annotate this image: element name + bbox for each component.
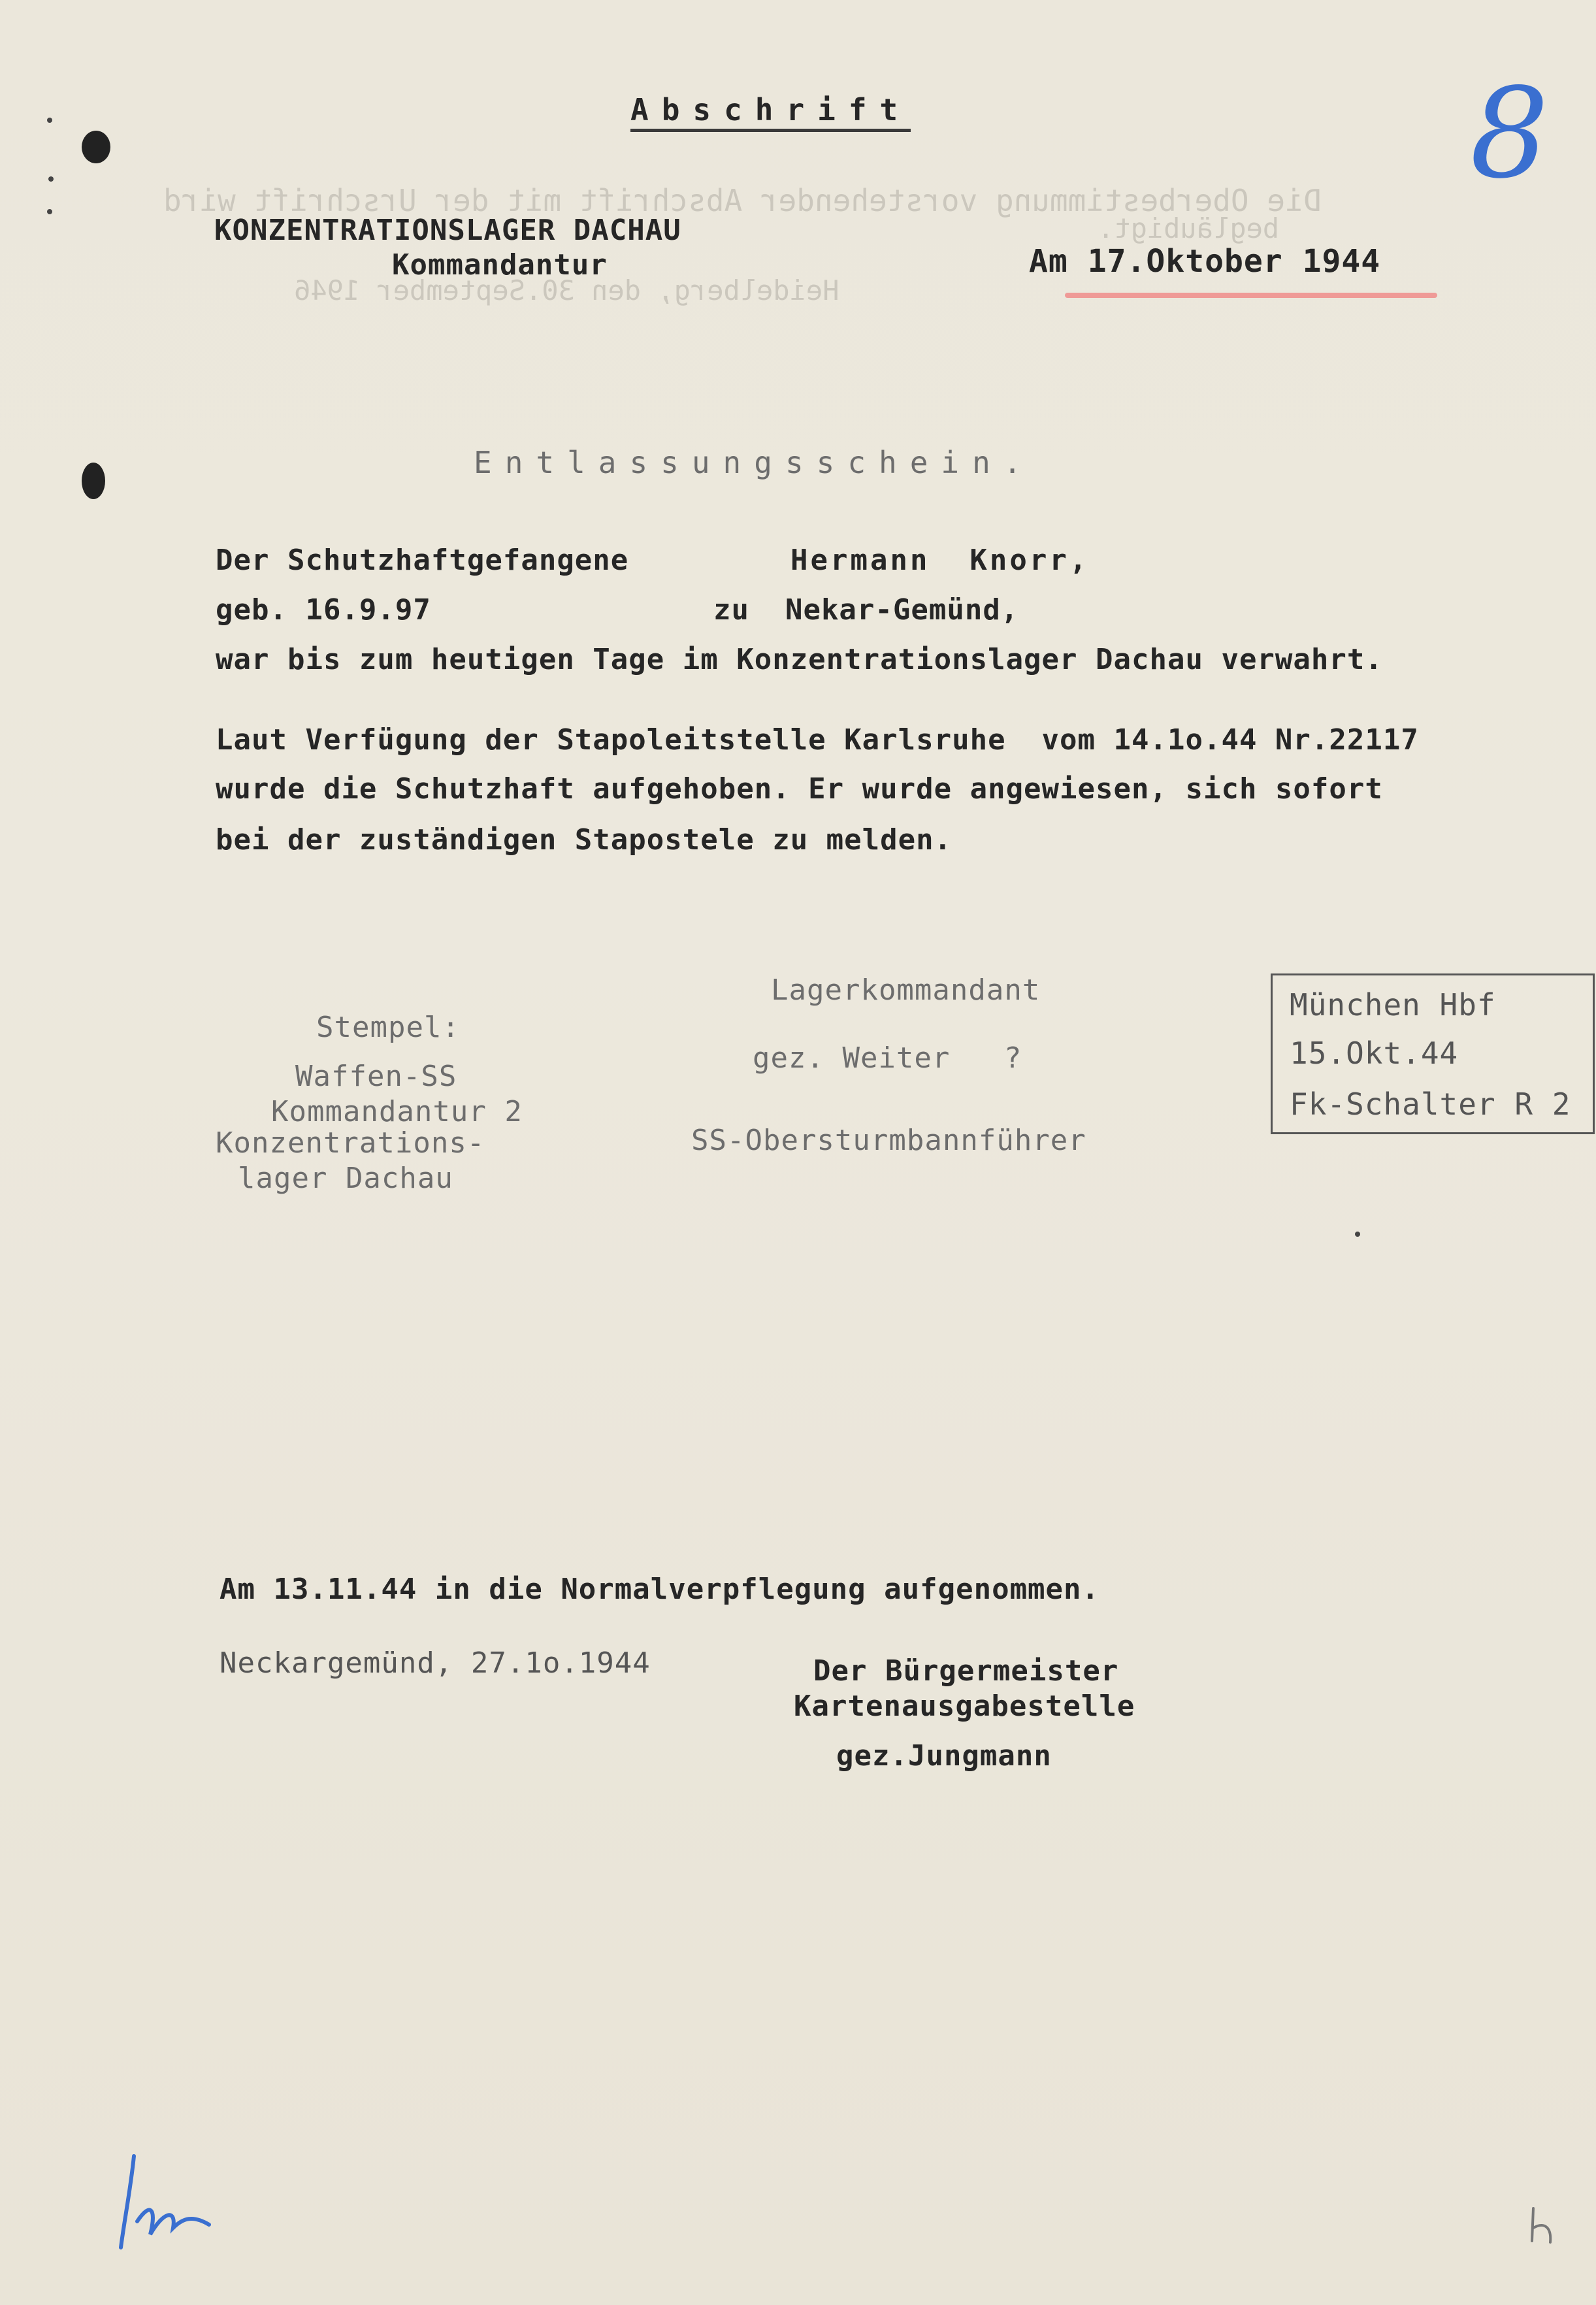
stamp-label: Stempel:: [316, 1011, 460, 1044]
railway-stamp-line: Fk-Schalter R 2: [1290, 1087, 1571, 1122]
stamp-text-line: Kommandantur 2: [271, 1095, 523, 1128]
document-date: Am 17.Oktober 1944: [1029, 243, 1381, 280]
footer-signature-office: Kartenausgabestelle: [794, 1690, 1135, 1723]
signature-rank: SS-Obersturmbannführer: [691, 1124, 1086, 1157]
stamp-text-line: lager Dachau: [238, 1162, 453, 1195]
railway-stamp-line: 15.Okt.44: [1290, 1036, 1459, 1071]
body-line: wurde die Schutzhaft aufgehoben. Er wurde angewiesen, sich sofort: [216, 772, 1383, 806]
footer-signature-title: Der Bürgermeister: [813, 1654, 1119, 1688]
stamp-text-line: Konzentrations-: [216, 1126, 485, 1160]
handwritten-initials-mark: [111, 2150, 222, 2261]
pencil-mark: [1525, 2202, 1565, 2254]
body-line: Laut Verfügung der Stapoleitstelle Karlsruhe vom 14.1o.44 Nr.22117: [216, 723, 1419, 757]
birth-place: zu Nekar-Gemünd,: [713, 593, 1019, 627]
bleed-through-text: Heidelberg, den 30.September 1946: [294, 274, 839, 306]
speck: [1355, 1232, 1360, 1237]
organization-unit: Kommandantur: [392, 248, 608, 282]
speck: [47, 209, 52, 214]
stamp-text-line: Waffen-SS: [295, 1060, 457, 1093]
red-pencil-mark: [1065, 293, 1437, 298]
handwritten-page-number: 8: [1470, 61, 1549, 206]
footer-signature-name: gez.Jungmann: [836, 1739, 1052, 1773]
punch-hole: [82, 463, 105, 499]
railway-stamp-line: München Hbf: [1290, 987, 1496, 1022]
organization-name: KONZENTRATIONSLAGER DACHAU: [214, 214, 681, 247]
signature-name: gez. Weiter ?: [753, 1041, 1022, 1075]
bleed-through-text: Die Oberbestimmung vorstehender Abschrift mit der Urschrift wird: [163, 183, 1322, 218]
prisoner-name: Hermann Knorr,: [790, 544, 1090, 577]
document-title: Entlassungsschein.: [474, 445, 1035, 480]
body-line: war bis zum heutigen Tage im Konzentrationslager Dachau verwahrt.: [216, 643, 1383, 676]
footer-note: Am 13.11.44 in die Normalverpflegung aufgenommen.: [220, 1573, 1100, 1606]
birth-date: geb. 16.9.97: [216, 593, 431, 627]
speck: [48, 176, 54, 182]
footer-place-date: Neckargemünd, 27.1o.1944: [220, 1646, 651, 1680]
punch-hole: [82, 131, 110, 163]
speck: [47, 118, 52, 123]
document-heading: Abschrift: [630, 91, 911, 128]
bleed-through-text: begläubigt.: [1098, 212, 1280, 244]
signature-title: Lagerkommandant: [771, 973, 1041, 1007]
body-line: bei der zuständigen Stapostele zu melden.: [216, 823, 953, 857]
prisoner-label: Der Schutzhaftgefangene: [216, 544, 629, 577]
